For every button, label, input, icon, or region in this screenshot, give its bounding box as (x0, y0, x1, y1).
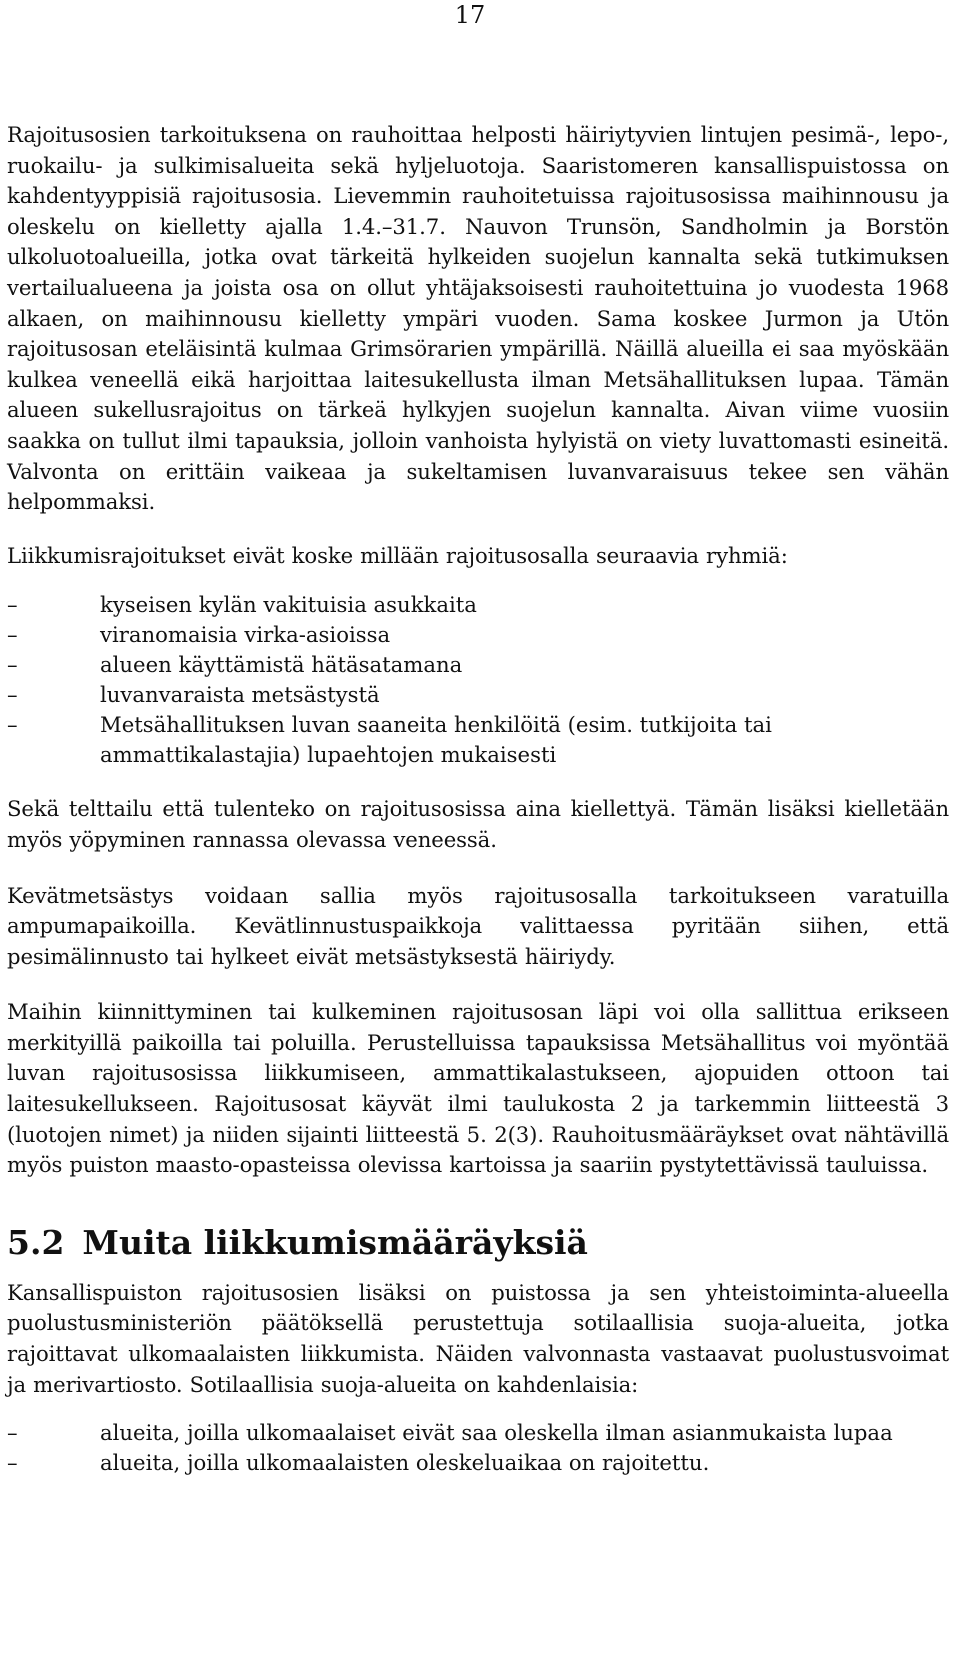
paragraph-camping-fire: Sekä telttailu että tulenteko on rajoitusosissa aina kiellettyä. Tämän lisäksi kielletään myös yöpyminen rannassa olevassa veneessä. (7, 796, 949, 852)
dash-bullet: – (7, 592, 18, 618)
list-item: – Metsähallituksen luvan saaneita henkilöitä (esim. tutkijoita tai ammattikalastajia) lupaehtojen mukaisesti (7, 712, 772, 768)
list-item: – viranomaisia virka-asioissa (7, 620, 949, 650)
list-item: – alueita, joilla ulkomaalaiset eivät saa oleskella ilman asianmukaista lupaa (7, 1418, 949, 1448)
section-title: Muita liikkumismääräyksiä (82, 1222, 588, 1262)
document-body (7, 120, 949, 1478)
paragraph-restriction-purpose: Rajoitusosien tarkoituksena on rauhoittaa helposti häiriytyvien lintujen pesimä-, lepo-, ruokailu- ja sulkimisalueita sekä hyljeluotoja. Saaristomeren kansallispuistossa on kahdentyyppisiä rajoitusosia. Lievemmin rauhoitetuissa rajoitusosissa maihinnousu ja oleskelu on kielletty ajalla 1.4.–31.7. Nauvon Trunsön, Sandholmin ja Borstön ulkoluotoalueilla, jotka ovat tärkeitä hylkeiden suojelun kannalta sekä tutkimuksen vertailualueena ja joista osa on ollut yhtäjaksoisesti rauhoitettuina jo vuodesta 1968 alkaen, on maihinnousu kielletty ympäri vuoden. Sama koskee Jurmon ja Utön rajoitusosan eteläisintä kulmaa Grimsörarien ympärillä. Näillä alueilla ei saa myöskään kulkea veneellä eikä harjoittaa laitesukellusta ilman Metsähallituksen lupaa. Tämän alueen sukellusrajoitus on tärkeä hylkyjen suojelun kannalta. Aivan viime vuosiin saakka on tullut ilmi tapauksia, jolloin vanhoista hylyistä on viety luvattomasti esineitä. Valvonta on erittäin vaikeaa ja sukeltamisen luvanvaraisuus tekee sen vähän helpommaksi. (7, 122, 949, 515)
section-number: 5.2 (7, 1222, 65, 1262)
list-item: – luvanvaraista metsästystä (7, 680, 949, 710)
dash-bullet: – (7, 652, 18, 678)
dash-bullet: – (7, 1420, 18, 1446)
section-heading (7, 1222, 949, 1264)
list-item: – alueen käyttämistä hätäsatamana (7, 650, 949, 680)
paragraph-landing-permits: Maihin kiinnittyminen tai kulkeminen rajoitusosan läpi voi olla sallittua erikseen merkityillä paikoilla tai poluilla. Perustelluissa tapauksissa Metsähallitus voi myöntää luvan rajoitusosissa liikkumiseen, ammattikalastukseen, ajopuiden ottoon tai laitesukellukseen. Rajoitusosat käyvät ilmi taulukosta 2 ja tarkemmin liitteestä 3 (luotojen nimet) ja niiden sijainti liitteestä 5. 2(3). Rauhoitusmääräykset ovat nähtävillä myös puiston maasto-opasteissa olevissa kartoissa ja saariin pystytettävissä tauluissa. (7, 999, 949, 1178)
list-item: – kyseisen kylän vakituisia asukkaita (7, 590, 949, 620)
paragraph-exemptions-intro: Liikkumisrajoitukset eivät koske millään rajoitusosalla seuraavia ryhmiä: (7, 542, 788, 568)
paragraph-spring-hunting: Kevätmetsästys voidaan sallia myös rajoitusosalla tarkoitukseen varatuilla ampumapaikoilla. Kevätlinnustuspaikkoja valittaessa pyritään siihen, että pesimälinnusto tai hylkeet eivät metsästyksestä häiriydy. (7, 882, 949, 969)
paragraph-military-zones: Kansallispuiston rajoitusosien lisäksi on puistossa ja sen yhteistoiminta-alueella puolustusministeriön päätöksellä perustettuja sotilaallisia suoja-alueita, jotka rajoittavat ulkomaalaisten liikkumista. Näiden valvonnasta vastaavat puolustusvoimat ja merivartiosto. Sotilaallisia suoja-alueita on kahdenlaisia: (7, 1279, 949, 1397)
military-zones-list (7, 1418, 949, 1478)
page-number: 17 (454, 1, 486, 29)
dash-bullet: – (7, 712, 18, 738)
dash-bullet: – (7, 1450, 18, 1476)
dash-bullet: – (7, 682, 18, 708)
list-item: – alueita, joilla ulkomaalaisten oleskeluaikaa on rajoitettu. (7, 1448, 949, 1478)
dash-bullet: – (7, 622, 18, 648)
exempt-groups-list (7, 590, 949, 770)
